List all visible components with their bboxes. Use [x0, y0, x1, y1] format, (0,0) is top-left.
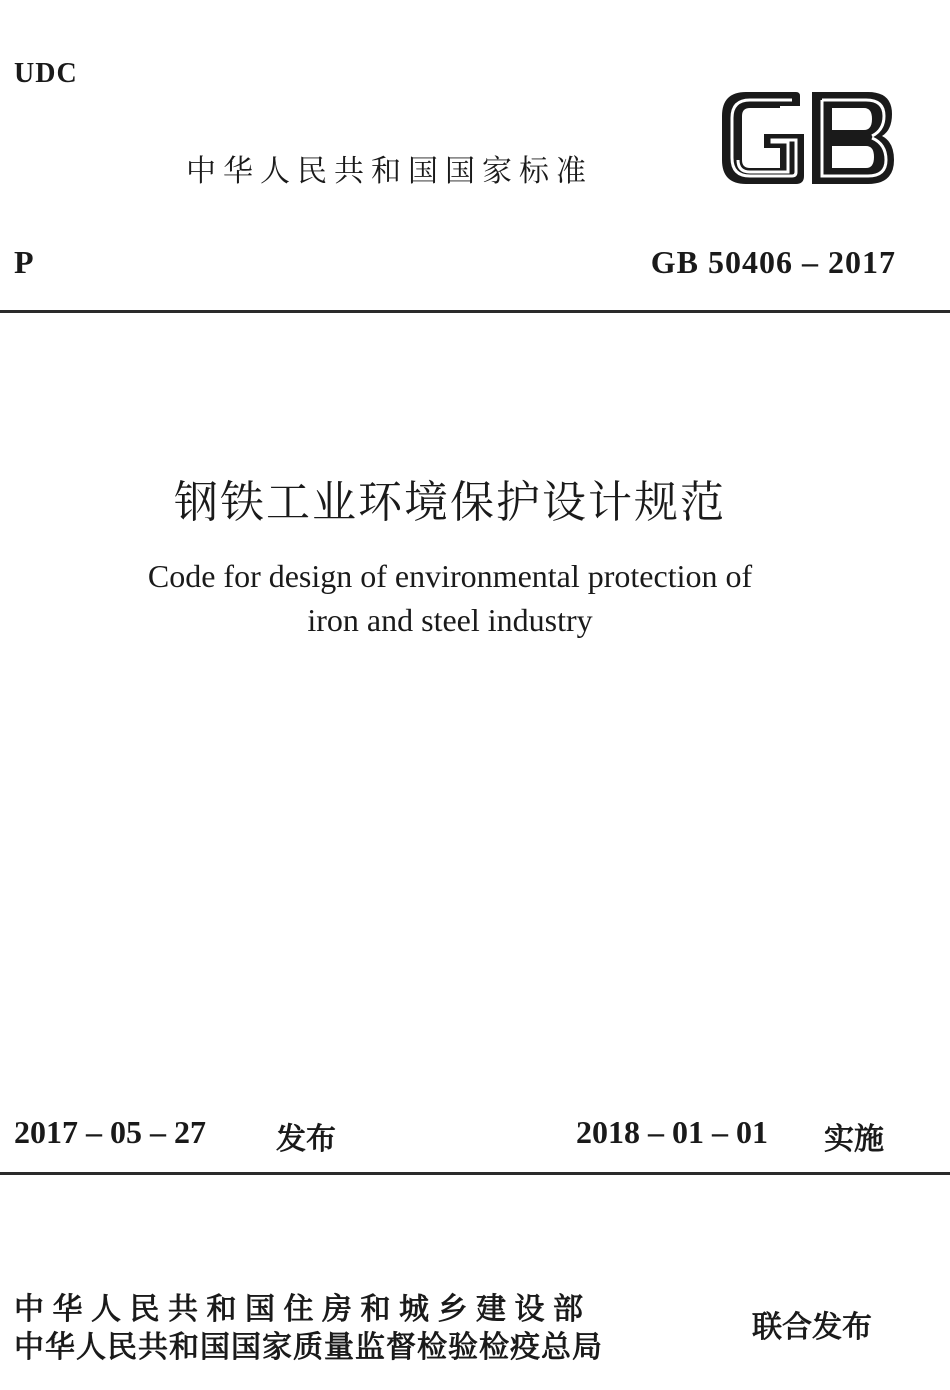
title-english-line-2: iron and steel industry — [307, 602, 593, 638]
national-standard-heading: 中华人民共和国国家标准 — [186, 154, 593, 189]
bottom-divider — [0, 1172, 950, 1175]
publisher-line-1: 中华人民共和国住房和城乡建设部 — [14, 1292, 592, 1327]
implementation-label: 实施 — [824, 1122, 884, 1157]
classification-letter: P — [14, 244, 34, 280]
joint-publish-label: 联合发布 — [752, 1310, 872, 1345]
title-chinese: 钢铁工业环境保护设计规范 — [174, 477, 726, 528]
publisher-line-2: 中华人民共和国国家质量监督检验检疫总局 — [14, 1330, 603, 1365]
issue-date: 2017 – 05 – 27 — [14, 1114, 206, 1150]
udc-label: UDC — [14, 58, 78, 89]
gb-logo — [718, 88, 896, 188]
implementation-date: 2018 – 01 – 01 — [576, 1114, 768, 1150]
title-english-line-1: Code for design of environmental protection of — [147, 558, 753, 594]
top-divider — [0, 310, 950, 313]
standard-number: GB 50406 – 2017 — [650, 244, 896, 280]
issue-label: 发布 — [276, 1122, 336, 1157]
title-english — [0, 554, 900, 642]
